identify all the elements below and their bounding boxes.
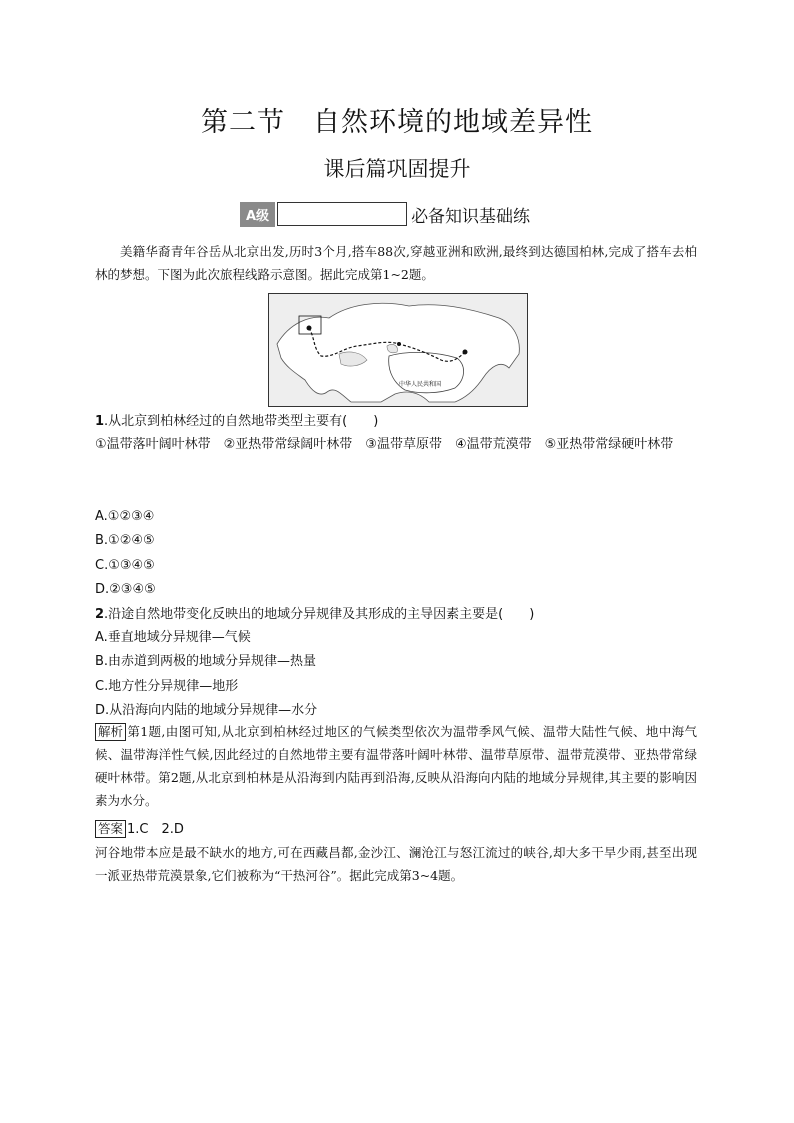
map-label: 中华人民共和国 [399,381,442,388]
level-badge: A级 [240,202,275,227]
question-1-options [95,505,156,602]
page-title: 第二节 自然环境的地域差异性 [201,107,593,138]
question-2-options [95,626,317,723]
question-1-option-a: A.①②③④ [95,509,155,524]
level-label: 必备知识基础练 [411,206,531,227]
level-score-box [277,202,407,226]
answer-block [95,820,184,839]
route-map [268,293,528,407]
level-heading [240,200,530,228]
question-1-text: .从北京到柏林经过的自然地带类型主要有( ) [104,414,379,429]
page-subtitle: 课后篇巩固提升 [323,157,471,181]
question-2-stem [95,603,705,626]
question-1-option-d: D.②③④⑤ [95,581,156,597]
question-2-option-a: A.垂直地域分异规律—气候 [95,630,251,645]
question-1-number: 1 [95,414,105,429]
question-2-option-c: C.地方性分异规律—地形 [95,678,239,694]
analysis-text: 第1题,由图可知,从北京到柏林经过地区的气候类型依次为温带季风气候、温带大陆性气候、地中海气候、温带海洋性气候,因此经过的自然地带主要有温带落叶阔叶林带、温带草原带、温带荒漠带、亚热带常绿硬叶林带。第2题,从北京到柏林是从沿海到内陆再到沿海,反映从沿海向内陆的地域分异规律,其主要的影响因素为水分。 [95,724,697,808]
route-point-berlin [307,326,312,331]
analysis-block [95,720,697,812]
answer-tag: 答案 [95,820,126,838]
question-1-stem [95,410,705,433]
analysis-tag: 解析 [95,723,126,741]
question-1-option-c: C.①③④⑤ [95,557,155,573]
question-1-option-b: B.①②④⑤ [95,533,155,549]
question-2-text: .沿途自然地带变化反映出的地域分异规律及其形成的主导因素主要是( ) [104,607,535,622]
route-point-mid [397,342,401,346]
question-2-option-d: D.从沿海向内陆的地域分异规律—水分 [95,702,318,718]
question-2-option-b: B.由赤道到两极的地域分异规律—热量 [95,654,317,670]
question-1-items: ①温带落叶阔叶林带 ②亚热带常绿阔叶林带 ③温带草原带 ④温带荒漠带 ⑤亚热带常绿硬叶林带 [95,437,674,452]
intro-paragraph-2: 河谷地带本应是最不缺水的地方,可在西藏昌都,金沙江、澜沧江与怒江流过的峡谷,却大多干旱少雨,甚至出现一派亚热带荒漠景象,它们被称为“干热河谷”。据此完成第3~4题。 [95,845,697,883]
question-2-number: 2 [95,607,105,622]
route-point-beijing [463,350,468,355]
intro-paragraph: 美籍华裔青年谷岳从北京出发,历时3个月,搭车88次,穿越亚洲和欧洲,最终到达德国柏林,完成了搭车去柏林的梦想。下图为此次旅程线路示意图。据此完成第1~2题。 [95,244,697,282]
answer-text: 1.C 2.D [127,822,184,837]
route-map-figure [269,294,527,406]
